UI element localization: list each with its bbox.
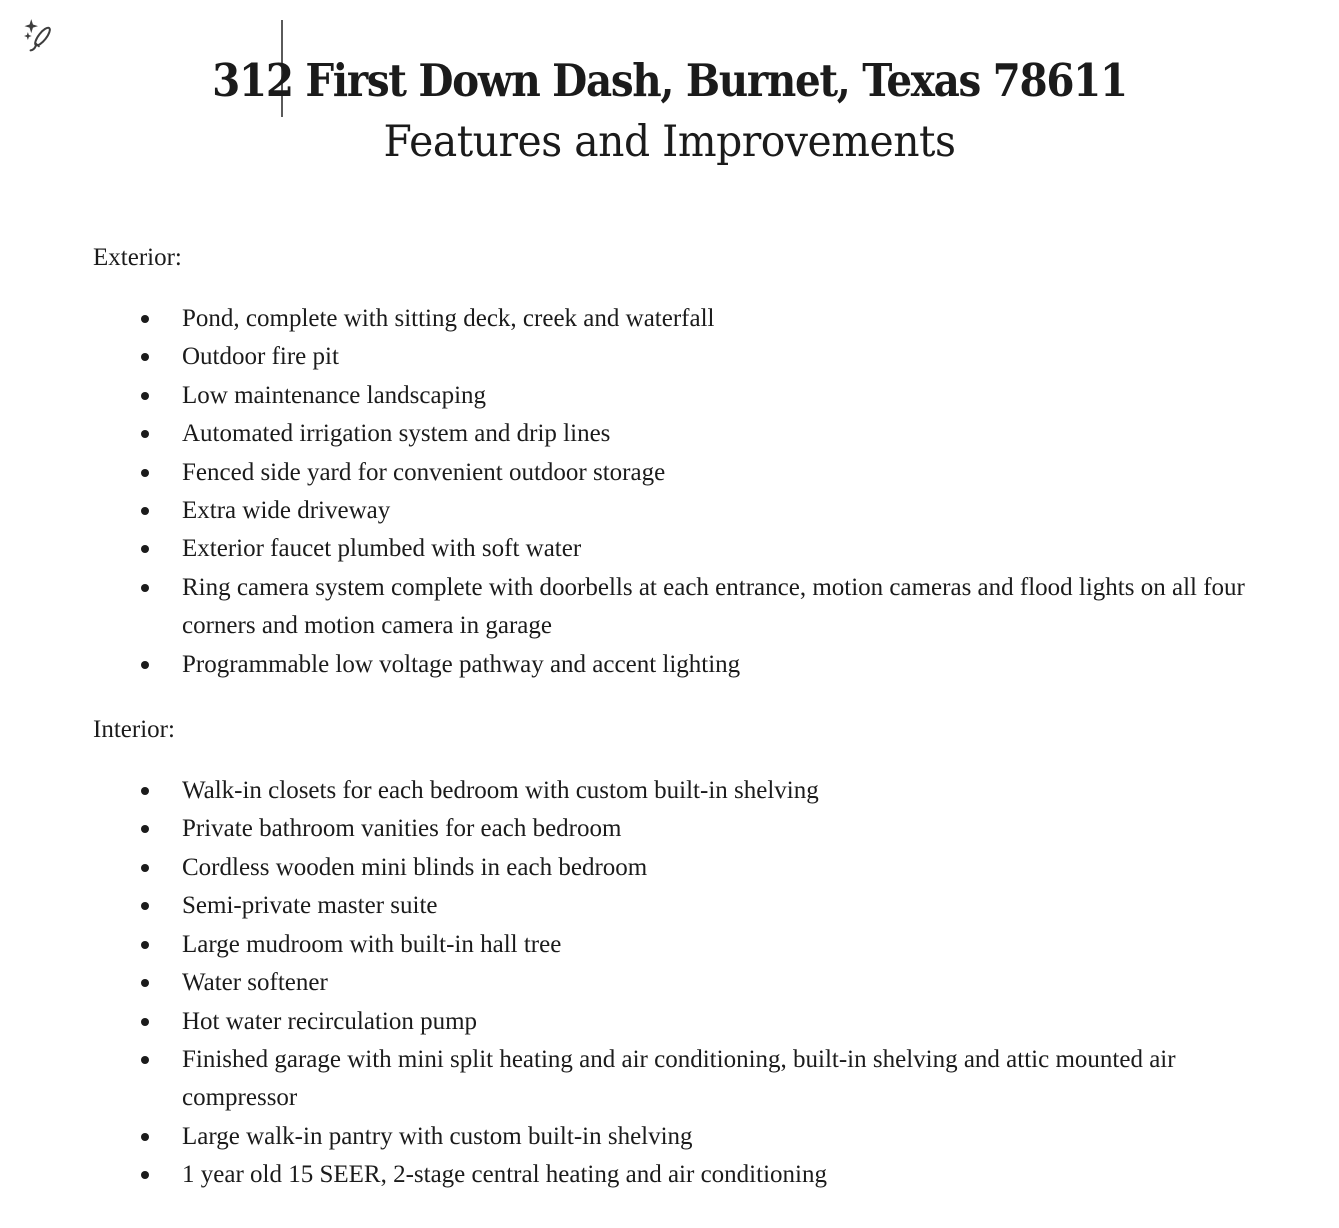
document-title: 312 First Down Dash, Burnet, Texas 78611	[212, 54, 1127, 107]
list-item-text: Exterior faucet plumbed with soft water	[182, 535, 582, 563]
list-item	[93, 646, 1248, 684]
section-exterior	[93, 242, 1339, 684]
interior-feature-list	[93, 772, 1339, 1194]
list-item	[93, 810, 1248, 848]
list-item	[93, 415, 1248, 453]
bullet-icon	[141, 1018, 149, 1026]
bullet-icon	[141, 469, 149, 477]
list-item	[93, 530, 1248, 568]
list-item	[93, 1156, 1248, 1194]
list-item-text: Walk-in closets for each bedroom with custom built-in shelving	[182, 777, 819, 805]
bullet-icon	[141, 902, 149, 910]
list-item-text: Water softener	[182, 969, 328, 997]
list-item-text: Ring camera system complete with doorbells at each entrance, motion cameras and flood lights on all four corners and motion camera in garage	[182, 573, 1245, 640]
list-item-text: Cordless wooden mini blinds in each bedroom	[182, 853, 648, 881]
list-item-text: Pond, complete with sitting deck, creek and waterfall	[182, 305, 715, 332]
list-item	[93, 1118, 1248, 1156]
list-item	[93, 1041, 1248, 1118]
list-item-text: Fenced side yard for convenient outdoor storage	[182, 458, 666, 486]
list-item	[93, 926, 1248, 964]
list-item-text: Semi-private master suite	[182, 892, 438, 920]
document-header	[0, 0, 1339, 172]
pen-sparkle-icon[interactable]	[20, 18, 56, 54]
list-item	[93, 887, 1248, 925]
exterior-feature-list	[93, 300, 1339, 684]
list-item-text: Large walk-in pantry with custom built-in shelving	[182, 1122, 693, 1150]
bullet-icon	[141, 1133, 149, 1141]
bullet-icon	[141, 864, 149, 872]
document-body	[93, 242, 1339, 1195]
list-item-text: Automated irrigation system and drip lines	[182, 420, 611, 448]
list-item-text: Large mudroom with built-in hall tree	[182, 930, 562, 958]
list-item	[93, 338, 1248, 376]
bullet-icon	[141, 584, 149, 592]
bullet-icon	[141, 507, 149, 515]
list-item	[93, 1003, 1248, 1041]
bullet-icon	[141, 825, 149, 833]
document-subtitle: Features and Improvements	[383, 117, 956, 167]
bullet-icon	[141, 941, 149, 949]
bullet-icon	[141, 787, 149, 795]
list-item-text: Extra wide driveway	[182, 497, 391, 525]
list-item	[93, 492, 1248, 530]
section-heading-exterior: Exterior:	[93, 244, 182, 271]
list-item	[93, 772, 1248, 810]
list-item-text: Finished garage with mini split heating and air conditioning, built-in shelving and attic mounted air compressor	[182, 1045, 1176, 1112]
list-item-text: Programmable low voltage pathway and accent lighting	[182, 650, 741, 678]
bullet-icon	[141, 1171, 149, 1179]
bullet-icon	[141, 392, 149, 400]
bullet-icon	[141, 661, 149, 669]
list-item-text: Private bathroom vanities for each bedroom	[182, 815, 622, 843]
list-item-text: Hot water recirculation pump	[182, 1007, 478, 1035]
bullet-icon	[141, 979, 149, 987]
list-item	[93, 569, 1248, 646]
list-item-text: Outdoor fire pit	[182, 343, 339, 371]
list-item	[93, 454, 1248, 492]
bullet-icon	[141, 1056, 149, 1064]
section-interior	[93, 714, 1339, 1194]
bullet-icon	[141, 545, 149, 553]
bullet-icon	[141, 315, 149, 323]
list-item-text: Low maintenance landscaping	[182, 381, 487, 409]
list-item-text: 1 year old 15 SEER, 2-stage central heating and air conditioning	[182, 1161, 827, 1189]
list-item	[93, 300, 1248, 338]
section-heading-interior: Interior:	[93, 716, 175, 744]
bullet-icon	[141, 353, 149, 361]
bullet-icon	[141, 430, 149, 438]
list-item	[93, 377, 1248, 415]
list-item	[93, 964, 1248, 1002]
list-item	[93, 849, 1248, 887]
